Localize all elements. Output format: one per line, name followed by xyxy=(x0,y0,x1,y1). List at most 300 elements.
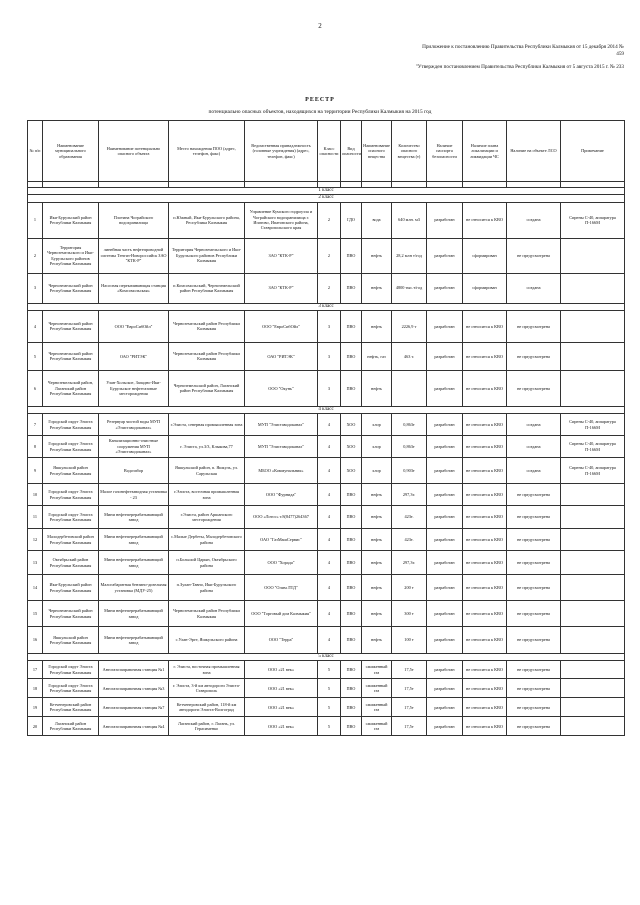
table-cell: 8 xyxy=(28,436,43,458)
table-cell: ПВО xyxy=(341,529,362,551)
table-cell: 5 xyxy=(318,679,341,698)
table-cell: 4 xyxy=(318,484,341,506)
table-cell: 0,903т xyxy=(392,458,427,484)
table-cell: не предусмотрена xyxy=(507,717,561,736)
table-cell: 7 xyxy=(28,414,43,436)
table-cell: ОАО "РИТЭК" xyxy=(245,342,318,370)
table-cell: 16 xyxy=(28,627,43,654)
table-cell: Яшкульский район Республики Калмыкия xyxy=(43,458,99,484)
table-cell xyxy=(561,627,625,654)
col-header: Наличие на объекте ЛСО xyxy=(507,121,561,182)
class-section-label: 3 класс xyxy=(28,303,625,310)
table-cell: создана xyxy=(507,458,561,484)
table-cell: ООО "Олим ЛТД" xyxy=(245,575,318,601)
table-cell: Кетченеровский район, 118-й км автодороги Элиста-Волгоград xyxy=(169,698,245,717)
table-cell: не относится к КВО xyxy=(463,484,507,506)
table-cell: разработан xyxy=(427,575,463,601)
table-cell xyxy=(561,370,625,406)
approval-note-1: Приложение к постановлению Правительства Республики Калмыкия от 15 декабря 2014 № 459 xyxy=(422,44,624,58)
table-cell: сжиженный газ xyxy=(362,717,392,736)
table-cell: 3 xyxy=(318,310,341,342)
table-cell: не предусмотрена xyxy=(507,506,561,529)
table-cell: линейная часть нефтепроводной системы Тенгиз-Новороссийск ЗАО "КТК-Р" xyxy=(99,238,169,273)
table-row xyxy=(28,484,625,506)
table-cell: 5 xyxy=(28,342,43,370)
table-cell: не относится к КВО xyxy=(463,370,507,406)
table-cell: Мини нефтеперерабатывающий завод xyxy=(99,551,169,575)
table-cell: не предусмотрена xyxy=(507,370,561,406)
table-cell: разработан xyxy=(427,601,463,627)
table-cell: разработан xyxy=(427,484,463,506)
table-cell: нефть xyxy=(362,238,392,273)
table-row xyxy=(28,661,625,679)
table-cell: не предусмотрена xyxy=(507,551,561,575)
table-cell: ООО «21 век» xyxy=(245,679,318,698)
table-cell: не относится к КВО xyxy=(463,506,507,529)
table-row xyxy=(28,342,625,370)
table-cell xyxy=(561,506,625,529)
table-cell: не относится к КВО xyxy=(463,436,507,458)
table-cell xyxy=(561,661,625,679)
table-cell: разработан xyxy=(427,679,463,698)
table-cell: не относится к КВО xyxy=(463,717,507,736)
table-cell: не предусмотрена xyxy=(507,698,561,717)
table-cell: ООО "ЕвроСибОйл" xyxy=(99,310,169,342)
table-cell: 13 xyxy=(28,551,43,575)
table-cell: Ики-Бурульский район Республики Калмыкия xyxy=(43,202,99,238)
table-cell: 423т. xyxy=(392,506,427,529)
table-cell: Кетченеровский район Республики Калмыкия xyxy=(43,698,99,717)
table-cell: ОАО "РИТЭК" xyxy=(99,342,169,370)
table-cell: нефть xyxy=(362,601,392,627)
table-cell: МБОО «Коммунальник» xyxy=(245,458,318,484)
table-cell: 18 xyxy=(28,679,43,698)
table-cell: 0,863т xyxy=(392,414,427,436)
document-title: РЕЕСТР xyxy=(305,97,335,103)
table-cell: создана xyxy=(507,436,561,458)
table-cell: разработан xyxy=(427,273,463,303)
table-cell: разработан xyxy=(427,717,463,736)
table-cell: ООО «Лотос» т.8(8477)264367 xyxy=(245,506,318,529)
col-header: Наличие плана локализации и ликвидации ЧС xyxy=(463,121,507,182)
table-cell xyxy=(561,717,625,736)
table-cell: не относится к КВО xyxy=(463,698,507,717)
class-section-label: 5 класс xyxy=(28,654,625,661)
table-cell: Автогазозаправочная станция №7 xyxy=(99,698,169,717)
table-cell: разработан xyxy=(427,506,463,529)
table-cell: Городской округ Элиста Республики Калмыкия xyxy=(43,679,99,698)
table-cell: п.Южный, Ики-Бурульского района, Республика Калмыкия xyxy=(169,202,245,238)
table-cell: ЗАО "КТК-Р" xyxy=(245,238,318,273)
table-cell: создана xyxy=(507,273,561,303)
table-cell: нефть xyxy=(362,575,392,601)
col-header: № п/п xyxy=(28,121,43,182)
table-cell: Сирены С-40, аппаратура П-166М xyxy=(561,414,625,436)
table-cell: 0,863т xyxy=(392,436,427,458)
table-cell: Городской округ Элиста Республики Калмыкия xyxy=(43,484,99,506)
table-cell: г.Элиста, район Аршанского месторождения xyxy=(169,506,245,529)
table-cell: 4800 тыс.т/год xyxy=(392,273,427,303)
table-cell: не относится к КВО xyxy=(463,551,507,575)
table-cell: сжиженный газ xyxy=(362,679,392,698)
table-cell: не предусмотрена xyxy=(507,679,561,698)
table-cell: Городской округ Элиста Республики Калмыкия xyxy=(43,661,99,679)
table-cell xyxy=(561,529,625,551)
table-cell: 4 xyxy=(318,436,341,458)
table-cell: хлор xyxy=(362,436,392,458)
table-cell: создана xyxy=(507,414,561,436)
table-cell: 2 xyxy=(318,202,341,238)
table-cell: Черноземельский район Республики Калмыкия xyxy=(169,342,245,370)
table-cell: Малогабаритная бензино-дизельная установка (МДУ-25) xyxy=(99,575,169,601)
table-cell: Сирены С-40, аппаратура П-166М xyxy=(561,202,625,238)
table-cell: г.Элиста, северная промышленная зона xyxy=(169,414,245,436)
table-cell: не относится к КВО xyxy=(463,661,507,679)
table-row xyxy=(28,551,625,575)
table-cell: ПВО xyxy=(341,575,362,601)
table-cell: 2 xyxy=(318,238,341,273)
table-header-row xyxy=(28,121,625,182)
table-cell: Черноземельский район, Лаганский район Республики Калмыкия xyxy=(43,370,99,406)
table-cell: п.Комсомольский, Черноземельский район Республики Калмыкия xyxy=(169,273,245,303)
table-cell: не относится к КВО xyxy=(463,679,507,698)
table-cell: ПВО xyxy=(341,310,362,342)
col-header: Наличие паспорта безопасности xyxy=(427,121,463,182)
table-cell: ООО "ЕвроСибОйл" xyxy=(245,310,318,342)
table-cell: 12 xyxy=(28,529,43,551)
table-cell: Мини нефтеперерабатывающий завод xyxy=(99,506,169,529)
table-cell: ООО "Фурнида" xyxy=(245,484,318,506)
table-cell: Черноземельский район Республики Калмыкия xyxy=(43,342,99,370)
col-header: Наименование муниципального образования xyxy=(43,121,99,182)
table-cell: 10 xyxy=(28,484,43,506)
table-cell: 3 xyxy=(318,370,341,406)
table-cell xyxy=(561,601,625,627)
header-notes xyxy=(414,44,624,77)
table-cell: Яшкульский район, п. Яшкуль, ул. Сарульская xyxy=(169,458,245,484)
table-cell: МУП "Элиставодоканал" xyxy=(245,414,318,436)
table-cell: Автогазозаправочная станция №3 xyxy=(99,679,169,698)
table-cell: 20 xyxy=(28,717,43,736)
table-row xyxy=(28,575,625,601)
table-cell: ПВО xyxy=(341,484,362,506)
table-cell: не относится к КВО xyxy=(463,575,507,601)
table-cell: 19 xyxy=(28,698,43,717)
table-cell: г. Элиста, 3-й км автодороги Элиста-Ставрополь xyxy=(169,679,245,698)
table-cell: 297,3т. xyxy=(392,551,427,575)
table-cell: ПВО xyxy=(341,661,362,679)
table-row xyxy=(28,679,625,698)
table-cell xyxy=(561,238,625,273)
table-cell: нефть xyxy=(362,484,392,506)
table-cell: ХОО xyxy=(341,414,362,436)
table-row xyxy=(28,370,625,406)
table-cell xyxy=(561,551,625,575)
table-cell: 4 xyxy=(318,506,341,529)
class-section-label: 2 класс xyxy=(28,195,625,202)
table-cell: 463 т. xyxy=(392,342,427,370)
table-cell: нефть xyxy=(362,529,392,551)
table-row xyxy=(28,436,625,458)
table-cell: не предусмотрена xyxy=(507,310,561,342)
table-cell: хлор xyxy=(362,414,392,436)
table-cell: 2 xyxy=(28,238,43,273)
table-cell xyxy=(561,273,625,303)
table-cell: Мини нефтеперерабатывающий завод xyxy=(99,601,169,627)
table-cell: ХОО xyxy=(341,436,362,458)
table-cell: п.Зулан-Тавно, Ики-Бурульского района xyxy=(169,575,245,601)
table-cell: разработан xyxy=(427,698,463,717)
table-cell: нефть, газ xyxy=(362,342,392,370)
table-cell: 17,5т xyxy=(392,698,427,717)
table-cell: Лаганский район, г. Лагань, ул. Герасименко xyxy=(169,717,245,736)
table-cell: создана xyxy=(507,202,561,238)
table-cell: 4 xyxy=(318,458,341,484)
table-cell: 28,2 млн т/год xyxy=(392,238,427,273)
table-cell xyxy=(561,342,625,370)
table-cell: 3 xyxy=(28,273,43,303)
table-cell: г. Элиста, восточная промышленная зона xyxy=(169,661,245,679)
table-row xyxy=(28,529,625,551)
table-cell: вода xyxy=(362,202,392,238)
table-cell: Канализационно-очистные сооружения МУП «Элиставодоканал» xyxy=(99,436,169,458)
table-cell: Насосная перекачивающая станция «Комсомольская» xyxy=(99,273,169,303)
table-cell: ПВО xyxy=(341,342,362,370)
table-row xyxy=(28,698,625,717)
table-cell: ПВО xyxy=(341,506,362,529)
table-cell: ПВО xyxy=(341,551,362,575)
table-cell: 17,5т xyxy=(392,679,427,698)
table-cell: г.Элиста, восточная промышленная зона xyxy=(169,484,245,506)
table-cell: 640 млн. м3 xyxy=(392,202,427,238)
table-cell: 3 xyxy=(318,342,341,370)
table-cell: Управление Кумского гидроузла и Чограйского водохранилища г. Ипатово, Ипатовского района, Ставропольского края xyxy=(245,202,318,238)
table-cell: ООО "Торговый дом Калмыкия" xyxy=(245,601,318,627)
table-cell: не предусмотрена xyxy=(507,575,561,601)
table-row xyxy=(28,601,625,627)
col-header: Место нахождения ПОО (адрес, телефон, факс) xyxy=(169,121,245,182)
table-cell: нефть xyxy=(362,506,392,529)
table-cell: п.Большой Царын, Октябрьского района xyxy=(169,551,245,575)
table-cell: 17,5т xyxy=(392,661,427,679)
col-header: Примечание xyxy=(561,121,625,182)
table-cell: разработан xyxy=(427,238,463,273)
table-cell: Автогазозаправочная станция №1 xyxy=(99,661,169,679)
table-cell: 4 xyxy=(318,575,341,601)
table-cell: ООО «21 век» xyxy=(245,661,318,679)
table-cell: разработан xyxy=(427,627,463,654)
table-cell: 4 xyxy=(318,529,341,551)
table-cell: сформирован xyxy=(463,238,507,273)
class-section-row xyxy=(28,654,625,661)
table-cell: ОАО "ГазМашСервис" xyxy=(245,529,318,551)
table-cell: не предусмотрена xyxy=(507,529,561,551)
table-cell: разработан xyxy=(427,529,463,551)
table-cell: Улан-Хольское, Западно-Ики-Бурульское нефтегазовые месторождения xyxy=(99,370,169,406)
table-cell: Сирены С-40, аппаратура П-166М xyxy=(561,458,625,484)
table-row xyxy=(28,414,625,436)
table-cell xyxy=(392,370,427,406)
table-cell: 4 xyxy=(318,627,341,654)
table-cell: Яшкульский район Республики Калмыкия xyxy=(43,627,99,654)
class-section-row xyxy=(28,195,625,202)
table-cell: ООО «21 век» xyxy=(245,698,318,717)
table-cell: 300 т xyxy=(392,601,427,627)
table-cell xyxy=(561,484,625,506)
table-row xyxy=(28,202,625,238)
table-cell: 14 xyxy=(28,575,43,601)
table-cell: Автогазозаправочная станция №4 xyxy=(99,717,169,736)
table-cell: не предусмотрена xyxy=(507,661,561,679)
table-cell xyxy=(561,310,625,342)
table-cell: ООО «21 век» xyxy=(245,717,318,736)
table-cell: нефть xyxy=(362,370,392,406)
table-cell: ГДО xyxy=(341,202,362,238)
table-cell: не относится к КВО xyxy=(463,458,507,484)
table-cell: Малодербетовский район Республики Калмыкия xyxy=(43,529,99,551)
table-cell: 9 xyxy=(28,458,43,484)
table-cell: Мини нефтеперерабатывающий завод xyxy=(99,529,169,551)
table-cell: г. Элиста, ул.3/3, Клыкова,77 xyxy=(169,436,245,458)
table-cell: ООО "Терра" xyxy=(245,627,318,654)
table-cell: не предусмотрена xyxy=(507,601,561,627)
registry-body xyxy=(28,188,625,736)
table-cell: ПВО xyxy=(341,238,362,273)
table-cell: не относится к КВО xyxy=(463,202,507,238)
table-cell: разработан xyxy=(427,458,463,484)
table-cell: 423т. xyxy=(392,529,427,551)
table-row xyxy=(28,273,625,303)
table-cell: ЗАО "КТК-Р" xyxy=(245,273,318,303)
table-cell: не предусмотрена xyxy=(507,484,561,506)
table-cell: нефть xyxy=(362,310,392,342)
table-cell: не предусмотрена xyxy=(507,342,561,370)
table-cell: МУП "Элиставодоканал" xyxy=(245,436,318,458)
table-cell: 2226,9 т xyxy=(392,310,427,342)
table-row xyxy=(28,238,625,273)
table-cell: 297,3т. xyxy=(392,484,427,506)
table-cell: Ики-Бурульский район Республики Калмыкия xyxy=(43,575,99,601)
table-cell: Водозабор xyxy=(99,458,169,484)
table-cell: 17 xyxy=(28,661,43,679)
table-cell: хлор xyxy=(362,458,392,484)
registry-table xyxy=(27,120,625,736)
table-cell: разработан xyxy=(427,342,463,370)
table-cell: не относится к КВО xyxy=(463,601,507,627)
table-cell: 5 xyxy=(318,698,341,717)
class-section-row xyxy=(28,188,625,195)
table-cell: разработан xyxy=(427,551,463,575)
document-subtitle: потенциально опасных объектов, находящихся на территории Республики Калмыкия на 2015 год xyxy=(208,109,432,115)
col-header: Наименование потенциально опасного объекта xyxy=(99,121,169,182)
page-number: 2 xyxy=(318,22,322,30)
table-cell: 5 xyxy=(318,717,341,736)
class-section-row xyxy=(28,406,625,413)
table-cell: ПВО xyxy=(341,717,362,736)
table-cell: ПВО xyxy=(341,273,362,303)
col-header: Количество опасного вещества (т) xyxy=(392,121,427,182)
table-cell: Городской округ Элиста Республики Калмыкия xyxy=(43,506,99,529)
table-row xyxy=(28,627,625,654)
table-cell: разработан xyxy=(427,370,463,406)
table-cell: 6 xyxy=(28,370,43,406)
table-cell: не относится к КВО xyxy=(463,627,507,654)
table-cell xyxy=(561,575,625,601)
table-cell: 2 xyxy=(318,273,341,303)
table-cell: Резервуар чистой воды МУП «Элиставодоканал» xyxy=(99,414,169,436)
col-header: Вид опасности xyxy=(341,121,362,182)
table-cell: сжиженный газ xyxy=(362,661,392,679)
table-cell: 5 xyxy=(318,661,341,679)
table-cell: ХОО xyxy=(341,458,362,484)
class-section-label: 4 класс xyxy=(28,406,625,413)
table-row xyxy=(28,458,625,484)
table-cell: сформирован xyxy=(463,273,507,303)
table-cell: сжиженный газ xyxy=(362,698,392,717)
table-cell: Черноземельский район Республики Калмыкия xyxy=(43,601,99,627)
class-section-row xyxy=(28,303,625,310)
table-cell: не относится к КВО xyxy=(463,342,507,370)
table-cell: Черноземельский район Республики Калмыкия xyxy=(43,273,99,303)
table-cell xyxy=(561,698,625,717)
table-cell: разработан xyxy=(427,414,463,436)
table-cell: ПВО xyxy=(341,698,362,717)
table-cell: 4 xyxy=(318,601,341,627)
table-cell: 100 т xyxy=(392,627,427,654)
table-cell: 4 xyxy=(318,551,341,575)
table-cell: Черноземельский район Республики Калмыкия xyxy=(169,310,245,342)
table-cell: Городской округ Элиста Республики Калмыкия xyxy=(43,414,99,436)
table-cell: Сирены С-40, аппаратура П-166М xyxy=(561,436,625,458)
table-cell: ООО "Хорада" xyxy=(245,551,318,575)
table-cell: ПВО xyxy=(341,627,362,654)
table-cell: Мини нефтеперерабатывающий завод xyxy=(99,627,169,654)
table-cell: 4 xyxy=(28,310,43,342)
table-cell: ПВО xyxy=(341,370,362,406)
table-cell: не предусмотрена xyxy=(507,627,561,654)
table-cell: Территория Черноземельского и Ики-Бурульского районов Республики Калмыкия xyxy=(169,238,245,273)
table-cell: нефть xyxy=(362,273,392,303)
table-cell: Плотина Чограйского водохранилища xyxy=(99,202,169,238)
table-cell: ООО "Окунь" xyxy=(245,370,318,406)
table-cell: не относится к КВО xyxy=(463,310,507,342)
table-cell: Территория Черноземельского и Ики-Бурульского районов Республики Калмыкия xyxy=(43,238,99,273)
col-header: Класс опасности xyxy=(318,121,341,182)
table-cell: нефть xyxy=(362,551,392,575)
table-cell: 17,5т xyxy=(392,717,427,736)
table-cell: ПВО xyxy=(341,679,362,698)
table-cell: с.Малые Дербеты, Малодербетовского района xyxy=(169,529,245,551)
table-cell: Октябрьский район Республики Калмыкия xyxy=(43,551,99,575)
table-cell: 4 xyxy=(318,414,341,436)
table-cell: разработан xyxy=(427,436,463,458)
table-cell: Малое газонефтезаводная установка - 23 xyxy=(99,484,169,506)
table-cell: разработан xyxy=(427,202,463,238)
table-cell: ПВО xyxy=(341,601,362,627)
table-cell: 15 xyxy=(28,601,43,627)
table-cell: с.Улан-Эрге, Яшкульского района xyxy=(169,627,245,654)
table-cell: разработан xyxy=(427,310,463,342)
col-header: Наименование опасного вещества xyxy=(362,121,392,182)
col-header: Ведомственная принадлежность (головные учреждения) (адрес, телефон, факс) xyxy=(245,121,318,182)
table-cell: Черноземельский район, Лаганский район Республики Калмыкия xyxy=(169,370,245,406)
table-cell: 1 xyxy=(28,202,43,238)
table-cell xyxy=(561,679,625,698)
table-cell: не предусмотрена xyxy=(507,238,561,273)
approval-note-2: "Утвержден постановлением Правительства Республики Калмыкия от 5 августа 2015 г. № 233 xyxy=(415,64,624,71)
table-cell: не относится к КВО xyxy=(463,414,507,436)
table-cell: Черноземельский район Республики Калмыкия xyxy=(43,310,99,342)
